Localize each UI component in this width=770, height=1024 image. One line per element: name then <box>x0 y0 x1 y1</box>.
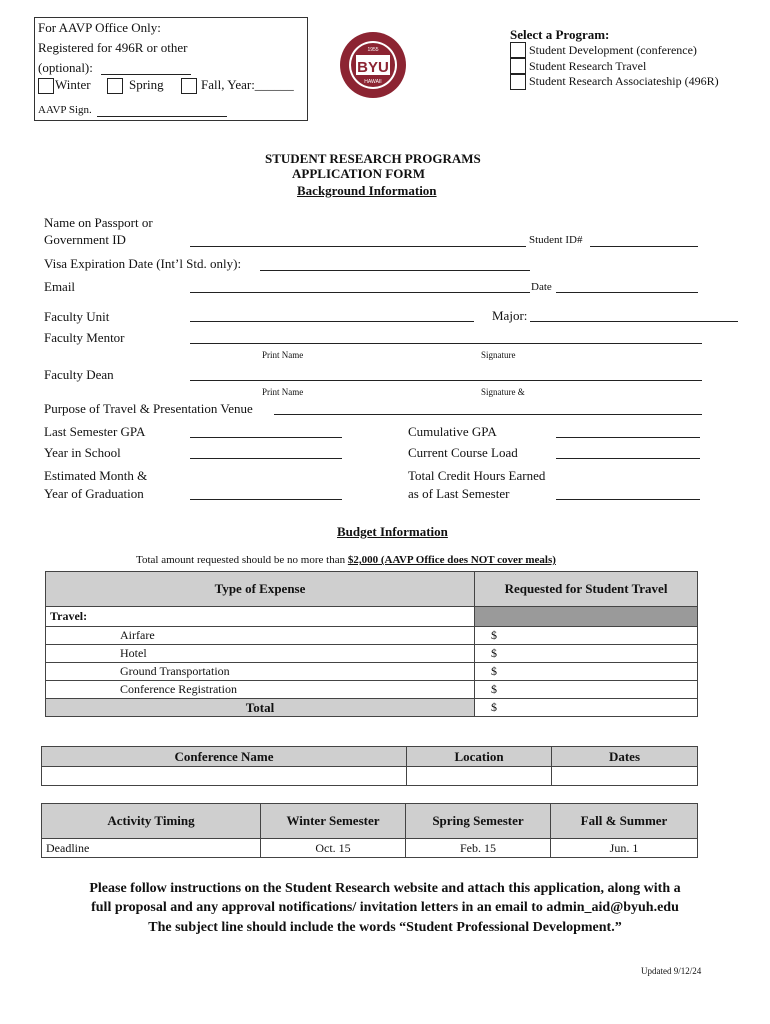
fall-year-label: Fall, Year:______ <box>201 77 294 92</box>
course-load-label: Current Course Load <box>408 445 518 460</box>
conference-table <box>41 746 698 786</box>
instructions-line1: Please follow instructions on the Student Research website and attach this application, along with a <box>89 881 681 896</box>
graduation-label-line1: Estimated Month & <box>44 468 148 483</box>
major-input-line[interactable] <box>530 321 738 322</box>
mentor-print-name-caption: Print Name <box>262 350 304 360</box>
dean-signature-caption: Signature & <box>481 387 525 397</box>
spring-semester-header: Spring Semester <box>406 804 551 839</box>
mentor-signature-caption: Signature <box>481 350 516 360</box>
spring-label: Spring <box>129 77 164 92</box>
office-registered-blank[interactable] <box>101 74 191 75</box>
budget-table <box>45 571 698 717</box>
background-information-heading: Background Information <box>297 183 437 198</box>
activity-timing-header: Activity Timing <box>42 804 261 839</box>
email-input-line[interactable] <box>190 292 530 293</box>
fall-summer-header: Fall & Summer <box>551 804 698 839</box>
location-header: Location <box>407 747 552 767</box>
year-in-school-label: Year in School <box>44 445 121 460</box>
travel-header-shade <box>475 607 698 627</box>
aavp-sign-label: AAVP Sign. <box>38 104 92 116</box>
program-checkbox-travel[interactable] <box>510 58 526 74</box>
dates-header: Dates <box>552 747 698 767</box>
cumulative-gpa-label: Cumulative GPA <box>408 424 497 439</box>
credit-hours-label-line2: as of Last Semester <box>408 486 510 501</box>
instructions-line2: full proposal and any approval notifications/ invitation letters in an email to admin_aid@byuh.edu <box>91 900 679 915</box>
logo-text-year: 1955 <box>367 47 379 53</box>
total-amount-field[interactable]: $ <box>475 699 698 717</box>
winter-deadline: Oct. 15 <box>261 839 406 858</box>
faculty-unit-input-line[interactable] <box>190 321 474 322</box>
conference-name-input[interactable] <box>42 767 407 786</box>
office-registered-line2: (optional): <box>38 60 93 75</box>
hotel-amount-field[interactable]: $ <box>475 645 698 663</box>
deadline-label: Deadline <box>42 839 261 858</box>
winter-label: Winter <box>55 77 91 92</box>
faculty-dean-label: Faculty Dean <box>44 367 114 382</box>
expense-airfare: Airfare <box>46 627 475 645</box>
credit-hours-input-line[interactable] <box>556 499 700 500</box>
form-title-line2: APPLICATION FORM <box>292 166 426 181</box>
winter-checkbox[interactable] <box>38 78 54 94</box>
visa-label: Visa Expiration Date (Int’l Std. only): <box>44 256 242 271</box>
office-title: For AAVP Office Only: <box>38 20 161 35</box>
expense-type-header: Type of Expense <box>46 572 475 607</box>
logo-text-place: HAWAII <box>364 79 382 85</box>
fall-summer-deadline: Jun. 1 <box>551 839 698 858</box>
name-label-line2: Government ID <box>44 232 126 247</box>
graduation-label-line2: Year of Graduation <box>44 486 144 501</box>
conference-name-header: Conference Name <box>42 747 407 767</box>
last-gpa-input-line[interactable] <box>190 437 342 438</box>
requested-amount-header: Requested for Student Travel <box>475 572 698 607</box>
travel-label: Travel: <box>46 607 475 627</box>
program-checkbox-associateship[interactable] <box>510 74 526 90</box>
winter-semester-header: Winter Semester <box>261 804 406 839</box>
logo-text-byu: BYU <box>357 59 389 76</box>
activity-timing-table <box>41 803 698 858</box>
graduation-input-line[interactable] <box>190 499 342 500</box>
expense-ground-transportation: Ground Transportation <box>46 663 475 681</box>
faculty-mentor-input-line[interactable] <box>190 343 702 344</box>
name-label-line1: Name on Passport or <box>44 215 153 230</box>
student-id-input-line[interactable] <box>590 246 698 247</box>
instructions-line3: The subject line should include the words “Student Professional Development.” <box>148 920 622 935</box>
office-registered-line1: Registered for 496R or other <box>38 40 188 55</box>
student-id-label: Student ID# <box>529 234 583 246</box>
faculty-unit-label: Faculty Unit <box>44 309 110 324</box>
budget-information-heading: Budget Information <box>337 524 448 539</box>
location-input[interactable] <box>407 767 552 786</box>
expense-conference-registration: Conference Registration <box>46 681 475 699</box>
faculty-mentor-label: Faculty Mentor <box>44 330 125 345</box>
name-input-line[interactable] <box>190 246 526 247</box>
visa-input-line[interactable] <box>260 270 530 271</box>
email-label: Email <box>44 279 76 294</box>
purpose-input-line[interactable] <box>274 414 702 415</box>
budget-note-text: Total amount requested should be no more than <box>136 554 348 566</box>
date-input-line[interactable] <box>556 292 698 293</box>
aavp-sign-line[interactable] <box>97 116 227 117</box>
budget-note-limit: $2,000 (AAVP Office does NOT cover meals) <box>347 554 556 566</box>
total-label: Total <box>46 699 475 717</box>
expense-hotel: Hotel <box>46 645 475 663</box>
byu-hawaii-seal-logo <box>338 30 408 100</box>
major-label: Major: <box>492 308 528 323</box>
conference-registration-amount-field[interactable]: $ <box>475 681 698 699</box>
credit-hours-label-line1: Total Credit Hours Earned <box>408 468 546 483</box>
aavp-office-box <box>34 17 308 121</box>
year-in-school-input-line[interactable] <box>190 458 342 459</box>
date-label: Date <box>531 281 552 293</box>
budget-note <box>136 554 556 566</box>
form-title-line1: STUDENT RESEARCH PROGRAMS <box>265 151 481 166</box>
fall-checkbox[interactable] <box>181 78 197 94</box>
dates-input[interactable] <box>552 767 698 786</box>
spring-deadline: Feb. 15 <box>406 839 551 858</box>
last-gpa-label: Last Semester GPA <box>44 424 146 439</box>
program-checkbox-conference[interactable] <box>510 42 526 58</box>
cumulative-gpa-input-line[interactable] <box>556 437 700 438</box>
purpose-label: Purpose of Travel & Presentation Venue <box>44 401 253 416</box>
course-load-input-line[interactable] <box>556 458 700 459</box>
program-title: Select a Program: <box>510 27 610 42</box>
program-option-associateship: Student Research Associateship (496R) <box>529 74 719 88</box>
updated-date: Updated 9/12/24 <box>641 966 702 976</box>
airfare-amount-field[interactable]: $ <box>475 627 698 645</box>
program-option-travel: Student Research Travel <box>529 59 647 73</box>
ground-transportation-amount-field[interactable]: $ <box>475 663 698 681</box>
dean-print-name-caption: Print Name <box>262 387 304 397</box>
program-option-conference: Student Development (conference) <box>529 43 697 57</box>
faculty-dean-input-line[interactable] <box>190 380 702 381</box>
spring-checkbox[interactable] <box>107 78 123 94</box>
